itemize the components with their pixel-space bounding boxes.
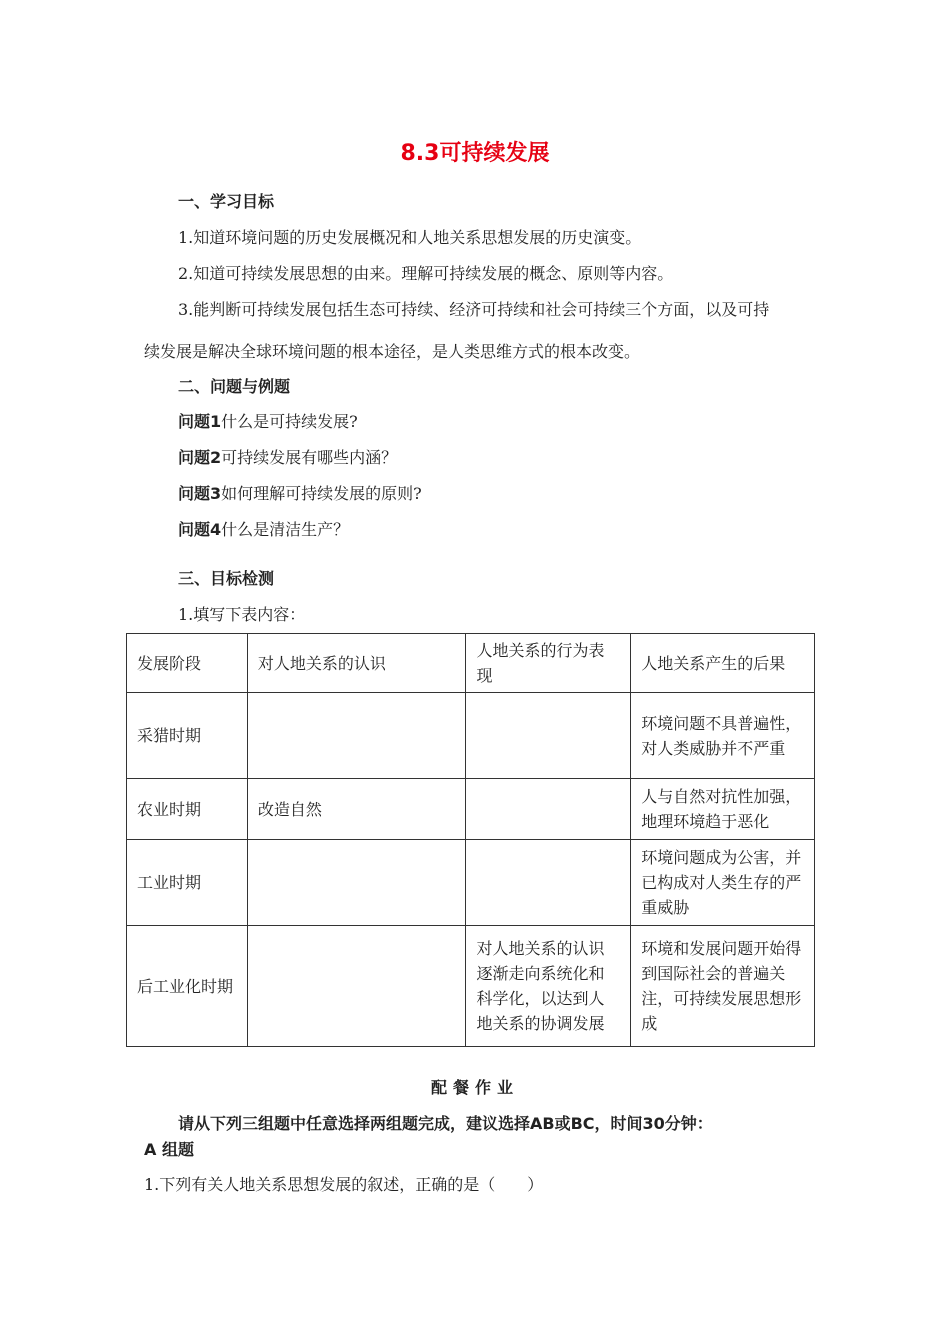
table-cell	[247, 840, 466, 926]
table-cell	[247, 926, 466, 1047]
goal-item-continued: 续发展是解决全球环境问题的根本途径，是人类思维方式的根本改变。	[144, 342, 641, 361]
table-cell: 环境问题不具普遍性，对人类威胁并不严重	[631, 693, 815, 779]
table-cell	[466, 693, 631, 779]
question-item	[178, 481, 422, 504]
table-cell: 环境问题成为公害，并已构成对人类生存的严重威胁	[631, 840, 815, 926]
section-heading-goals: 一、学习目标	[178, 192, 275, 211]
table-cell: 环境和发展问题开始得到国际社会的普遍关注，可持续发展思想形成	[631, 926, 815, 1047]
table-header-cell: 人地关系的行为表现	[466, 634, 631, 693]
table-row	[127, 926, 815, 1047]
section-heading-check: 三、目标检测	[178, 569, 275, 588]
homework-title: 配餐作业	[430, 1078, 519, 1097]
table-cell: 工业时期	[127, 840, 248, 926]
homework-instruction: 请从下列三组题中任意选择两组题完成，建议选择AB或BC，时间30分钟：	[178, 1114, 713, 1133]
goal-item: 2.知道可持续发展思想的由来。理解可持续发展的概念、原则等内容。	[178, 264, 674, 283]
table-cell	[466, 840, 631, 926]
table-cell	[466, 779, 631, 840]
question-label: 问题1	[178, 412, 222, 431]
table-header-row	[127, 634, 815, 693]
table-cell: 人与自然对抗性加强，地理环境趋于恶化	[631, 779, 815, 840]
development-stage-table	[126, 633, 815, 1047]
table-header-cell: 对人地关系的认识	[247, 634, 466, 693]
question-item	[178, 445, 397, 468]
table-header-cell: 发展阶段	[127, 634, 248, 693]
question-item	[178, 409, 358, 432]
question-item	[178, 517, 349, 540]
goal-item: 1.知道环境问题的历史发展概况和人地关系思想发展的历史演变。	[178, 228, 642, 247]
question-label: 问题2	[178, 448, 222, 467]
table-cell	[247, 693, 466, 779]
section-heading-questions: 二、问题与例题	[178, 377, 291, 396]
question-text: 什么是清洁生产？	[221, 520, 350, 539]
question-text: 可持续发展有哪些内涵？	[221, 448, 398, 467]
table-instruction: 1.填写下表内容：	[178, 605, 306, 624]
table-cell: 农业时期	[127, 779, 248, 840]
question-text: 如何理解可持续发展的原则?	[221, 484, 422, 503]
table-cell: 改造自然	[247, 779, 466, 840]
page-title: 8.3可持续发展	[400, 141, 550, 166]
table-cell: 后工业化时期	[127, 926, 248, 1047]
goal-item: 3.能判断可持续发展包括生态可持续、经济可持续和社会可持续三个方面，以及可持	[178, 300, 770, 319]
table-row	[127, 779, 815, 840]
homework-question: 1.下列有关人地关系思想发展的叙述，正确的是（ ）	[144, 1175, 544, 1194]
question-text: 什么是可持续发展?	[221, 412, 358, 431]
question-label: 问题3	[178, 484, 222, 503]
table-header-cell: 人地关系产生的后果	[631, 634, 815, 693]
table-cell: 采猎时期	[127, 693, 248, 779]
table-row	[127, 693, 815, 779]
table-row	[127, 840, 815, 926]
table-cell: 对人地关系的认识逐渐走向系统化和科学化，以达到人地关系的协调发展	[466, 926, 631, 1047]
group-label: A 组题	[144, 1140, 194, 1159]
question-label: 问题4	[178, 520, 222, 539]
